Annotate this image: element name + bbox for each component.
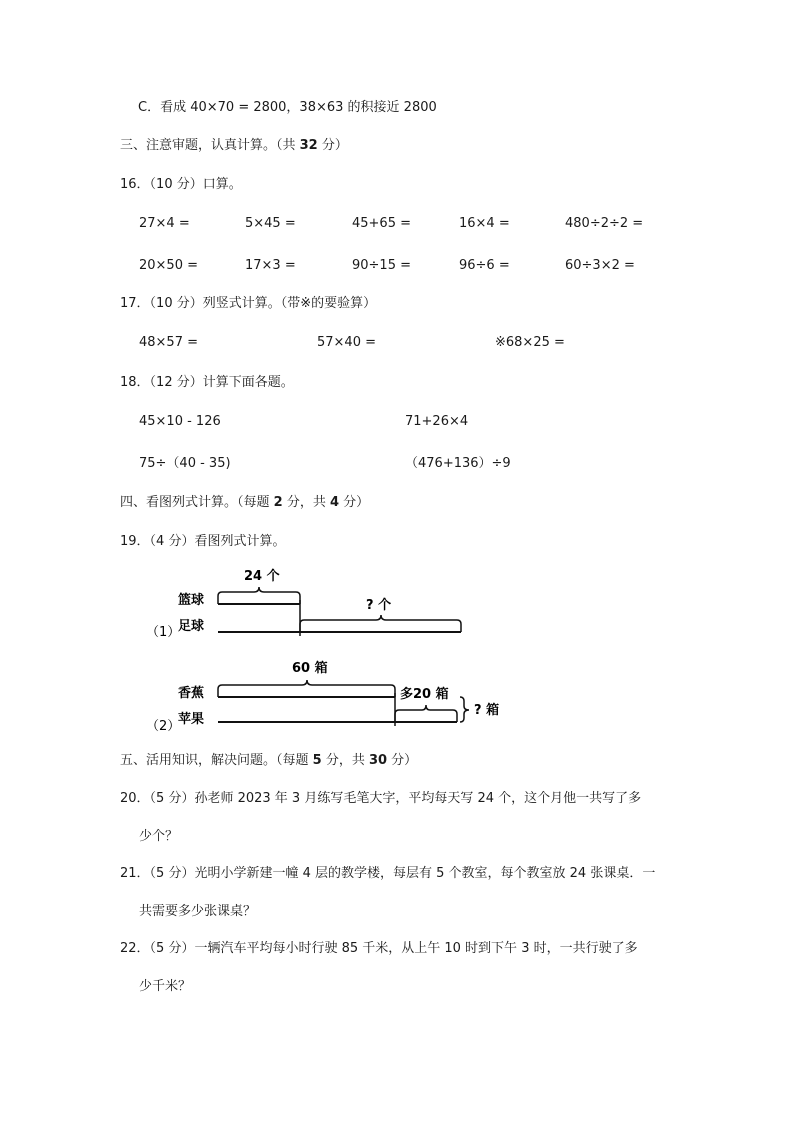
q16-item: 20×50 = (139, 258, 199, 273)
brace-total (460, 697, 469, 722)
diagram-1-label: （1） (146, 625, 181, 640)
q17-item: ※68×25 = (495, 335, 565, 350)
q17-item: 57×40 = (317, 335, 377, 350)
diagram-2-row-bottom: 苹果 (178, 712, 205, 727)
q18-item: （476+136）÷9 (405, 456, 511, 471)
q16-item: 17×3 = (245, 258, 296, 273)
q16-heading: 16．（10 分）口算。 (120, 177, 242, 192)
diagram-1-row-top: 篮球 (178, 593, 205, 608)
q16-item: 480÷2÷2 = (565, 216, 644, 231)
q21-line-1: 21．（5 分）光明小学新建一幢 4 层的教学楼，每层有 5 个教室，每个教室放 24 张课桌．一 (120, 866, 656, 881)
diagram-1-row-bottom: 足球 (178, 619, 205, 634)
q16-item: 45+65 = (352, 216, 412, 231)
brace-bottom-label: ? 个 (366, 598, 392, 613)
q16-item: 27×4 = (139, 216, 190, 231)
section-5-title (120, 752, 417, 770)
brace-extra (395, 705, 457, 722)
q16-item: 96÷6 = (459, 258, 510, 273)
brace-top (218, 680, 395, 697)
section-5-num2: 30 (368, 753, 388, 768)
brace-extra-label: 多20 箱 (400, 687, 449, 702)
q20-line-2: 少个？ (139, 829, 179, 844)
q19-heading: 19．（4 分）看图列式计算。 (120, 534, 286, 549)
brace-top-label: 24 个 (244, 569, 280, 584)
section-3-points: 32 (299, 138, 318, 153)
q18-item: 45×10 - 126 (139, 414, 221, 429)
diagram-2-row-top: 香蕉 (178, 686, 205, 701)
brace-top (218, 587, 300, 604)
q16-item: 60÷3×2 = (565, 258, 635, 273)
section-4-title-pre: 四、看图列式计算。（每题 (120, 495, 274, 510)
q22-line-2: 少千米？ (139, 979, 192, 994)
section-4-title-mid: 分，共 (282, 495, 330, 510)
section-3-title-post: 分） (317, 138, 348, 153)
q21-line-2: 共需要多少张课桌？ (139, 904, 257, 919)
q20-line-1: 20．（5 分）孙老师 2023 年 3 月练写毛笔大字，平均每天写 24 个，这个月他一共写了多 (120, 791, 642, 806)
q16-item: 5×45 = (245, 216, 296, 231)
section-5-title-post: 分） (387, 753, 418, 768)
section-4-num1: 2 (273, 495, 283, 510)
q16-item: 16×4 = (459, 216, 510, 231)
q17-heading: 17．（10 分）列竖式计算。（带※的要验算） (120, 296, 377, 311)
q17-item: 48×57 = (139, 335, 199, 350)
diagram-2 (146, 660, 499, 734)
q16-item: 90÷15 = (352, 258, 412, 273)
section-4-title-post: 分） (339, 495, 370, 510)
diagram-1 (146, 568, 461, 640)
q22-line-1: 22．（5 分）一辆汽车平均每小时行驶 85 千米，从上午 10 时到下午 3 时，一共行驶了多 (120, 941, 638, 956)
section-5-num1: 5 (312, 753, 322, 768)
section-3-title-pre: 三、注意审题，认真计算。（共 (120, 138, 300, 153)
brace-bottom (300, 615, 461, 632)
option-c: C．看成 40×70 = 2800，38×63 的积接近 2800 (138, 100, 437, 115)
section-4-num2: 4 (329, 495, 339, 510)
q18-item: 75÷（40 - 35) (139, 456, 231, 471)
brace-total-label: ? 箱 (474, 703, 500, 718)
diagram-2-label: （2） (146, 719, 181, 734)
section-5-title-mid: 分，共 (321, 753, 369, 768)
section-5-title-pre: 五、活用知识，解决问题。（每题 (120, 753, 313, 768)
q18-item: 71+26×4 (405, 414, 469, 429)
q18-heading: 18．（12 分）计算下面各题。 (120, 375, 294, 390)
brace-top-label: 60 箱 (292, 661, 328, 676)
